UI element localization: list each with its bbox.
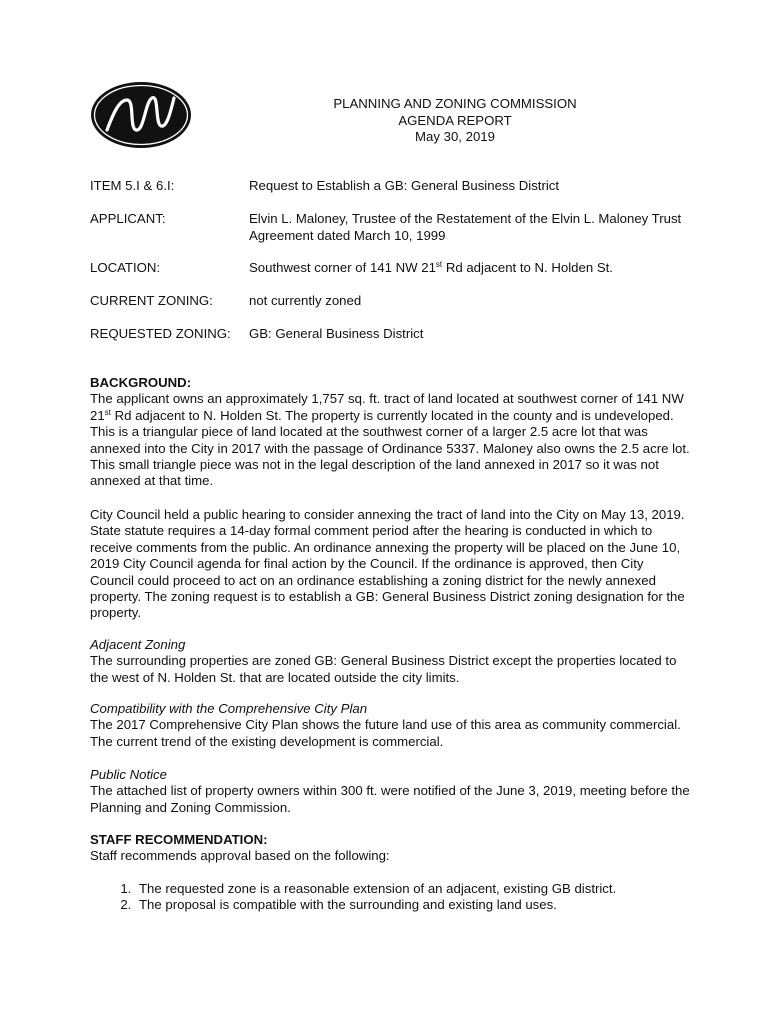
report-header [260,96,650,146]
item-value: Request to Establish a GB: General Business District [249,178,560,193]
item-label: ITEM 5.I & 6.I: [90,178,175,193]
applicant-value: Elvin L. Maloney, Trustee of the Restatement of the Elvin L. Maloney Trust Agreement dated March 10, 1999 [249,211,682,243]
city-logo [89,80,193,150]
staff-recommendation-list-block [90,881,690,914]
background-paragraph-2-block [90,507,690,622]
compatibility-section [90,701,690,750]
adjacent-zoning-text: The surrounding properties are zoned GB: General Business District except the properties located to the west of N. Holden St. that are located outside the city limits. [90,653,677,685]
list-item: 1. The requested zone is a reasonable extension of an adjacent, existing GB district. [135,881,690,897]
compatibility-heading: Compatibility with the Comprehensive City Plan [90,701,368,716]
adjacent-zoning-section [90,637,690,686]
requested-zoning-value: GB: General Business District [249,326,424,341]
list-item: 2. The proposal is compatible with the surrounding and existing land uses. [135,897,690,913]
background-heading: BACKGROUND: [90,375,192,390]
background-section [90,375,690,490]
header-title: PLANNING AND ZONING COMMISSION [333,96,577,111]
background-paragraph-1: The applicant owns an approximately 1,757 sq. ft. tract of land located at southwest corner of 141 NW 21st Rd adjacent to N. Holden St. The property is currently located in the county and is undeveloped. This is a triangular piece of land located at the southwest corner of a larger 2.5 acre lot that was annexed into the City in 2017 with the passage of Ordinance 5337. Maloney also owns the 2.5 acre lot. This small triangle piece was not in the legal description of the land annexed in 2017 so it was not annexed at that time. [90,391,690,489]
compatibility-text: The 2017 Comprehensive City Plan shows the future land use of this area as community commercial. The current trend of the existing development is commercial. [90,717,681,749]
staff-recommendation-section [90,832,690,865]
location-value: Southwest corner of 141 NW 21st Rd adjacent to N. Holden St. [249,260,613,275]
staff-recommendation-heading: STAFF RECOMMENDATION: [90,832,268,847]
staff-recommendation-list [90,881,690,914]
header-subtitle: AGENDA REPORT [398,112,512,128]
current-zoning-value: not currently zoned [249,293,362,308]
location-label: LOCATION: [90,260,161,275]
public-notice-heading: Public Notice [90,767,167,782]
header-date: May 30, 2019 [415,129,495,144]
current-zoning-label: CURRENT ZONING: [90,293,213,308]
public-notice-section [90,767,690,816]
applicant-label: APPLICANT: [90,211,166,226]
background-paragraph-2: City Council held a public hearing to consider annexing the tract of land into the City on May 13, 2019. State statute requires a 14-day formal comment period after the hearing is conducted in which to receive comments from the public. An ordinance annexing the property will be placed on the June 10, 2019 City Council agenda for final action by the Council. If the ordinance is approved, then City Council could proceed to act on an ordinance establishing a zoning district for the newly annexed property. The zoning request is to establish a GB: General Business District zoning designation for the property. [90,507,685,621]
requested-zoning-label: REQUESTED ZONING: [90,326,231,341]
staff-recommendation-intro: Staff recommends approval based on the following: [90,848,390,864]
public-notice-text: The attached list of property owners within 300 ft. were notified of the June 3, 2019, meeting before the Planning and Zoning Commission. [90,783,690,815]
adjacent-zoning-heading: Adjacent Zoning [90,637,186,652]
